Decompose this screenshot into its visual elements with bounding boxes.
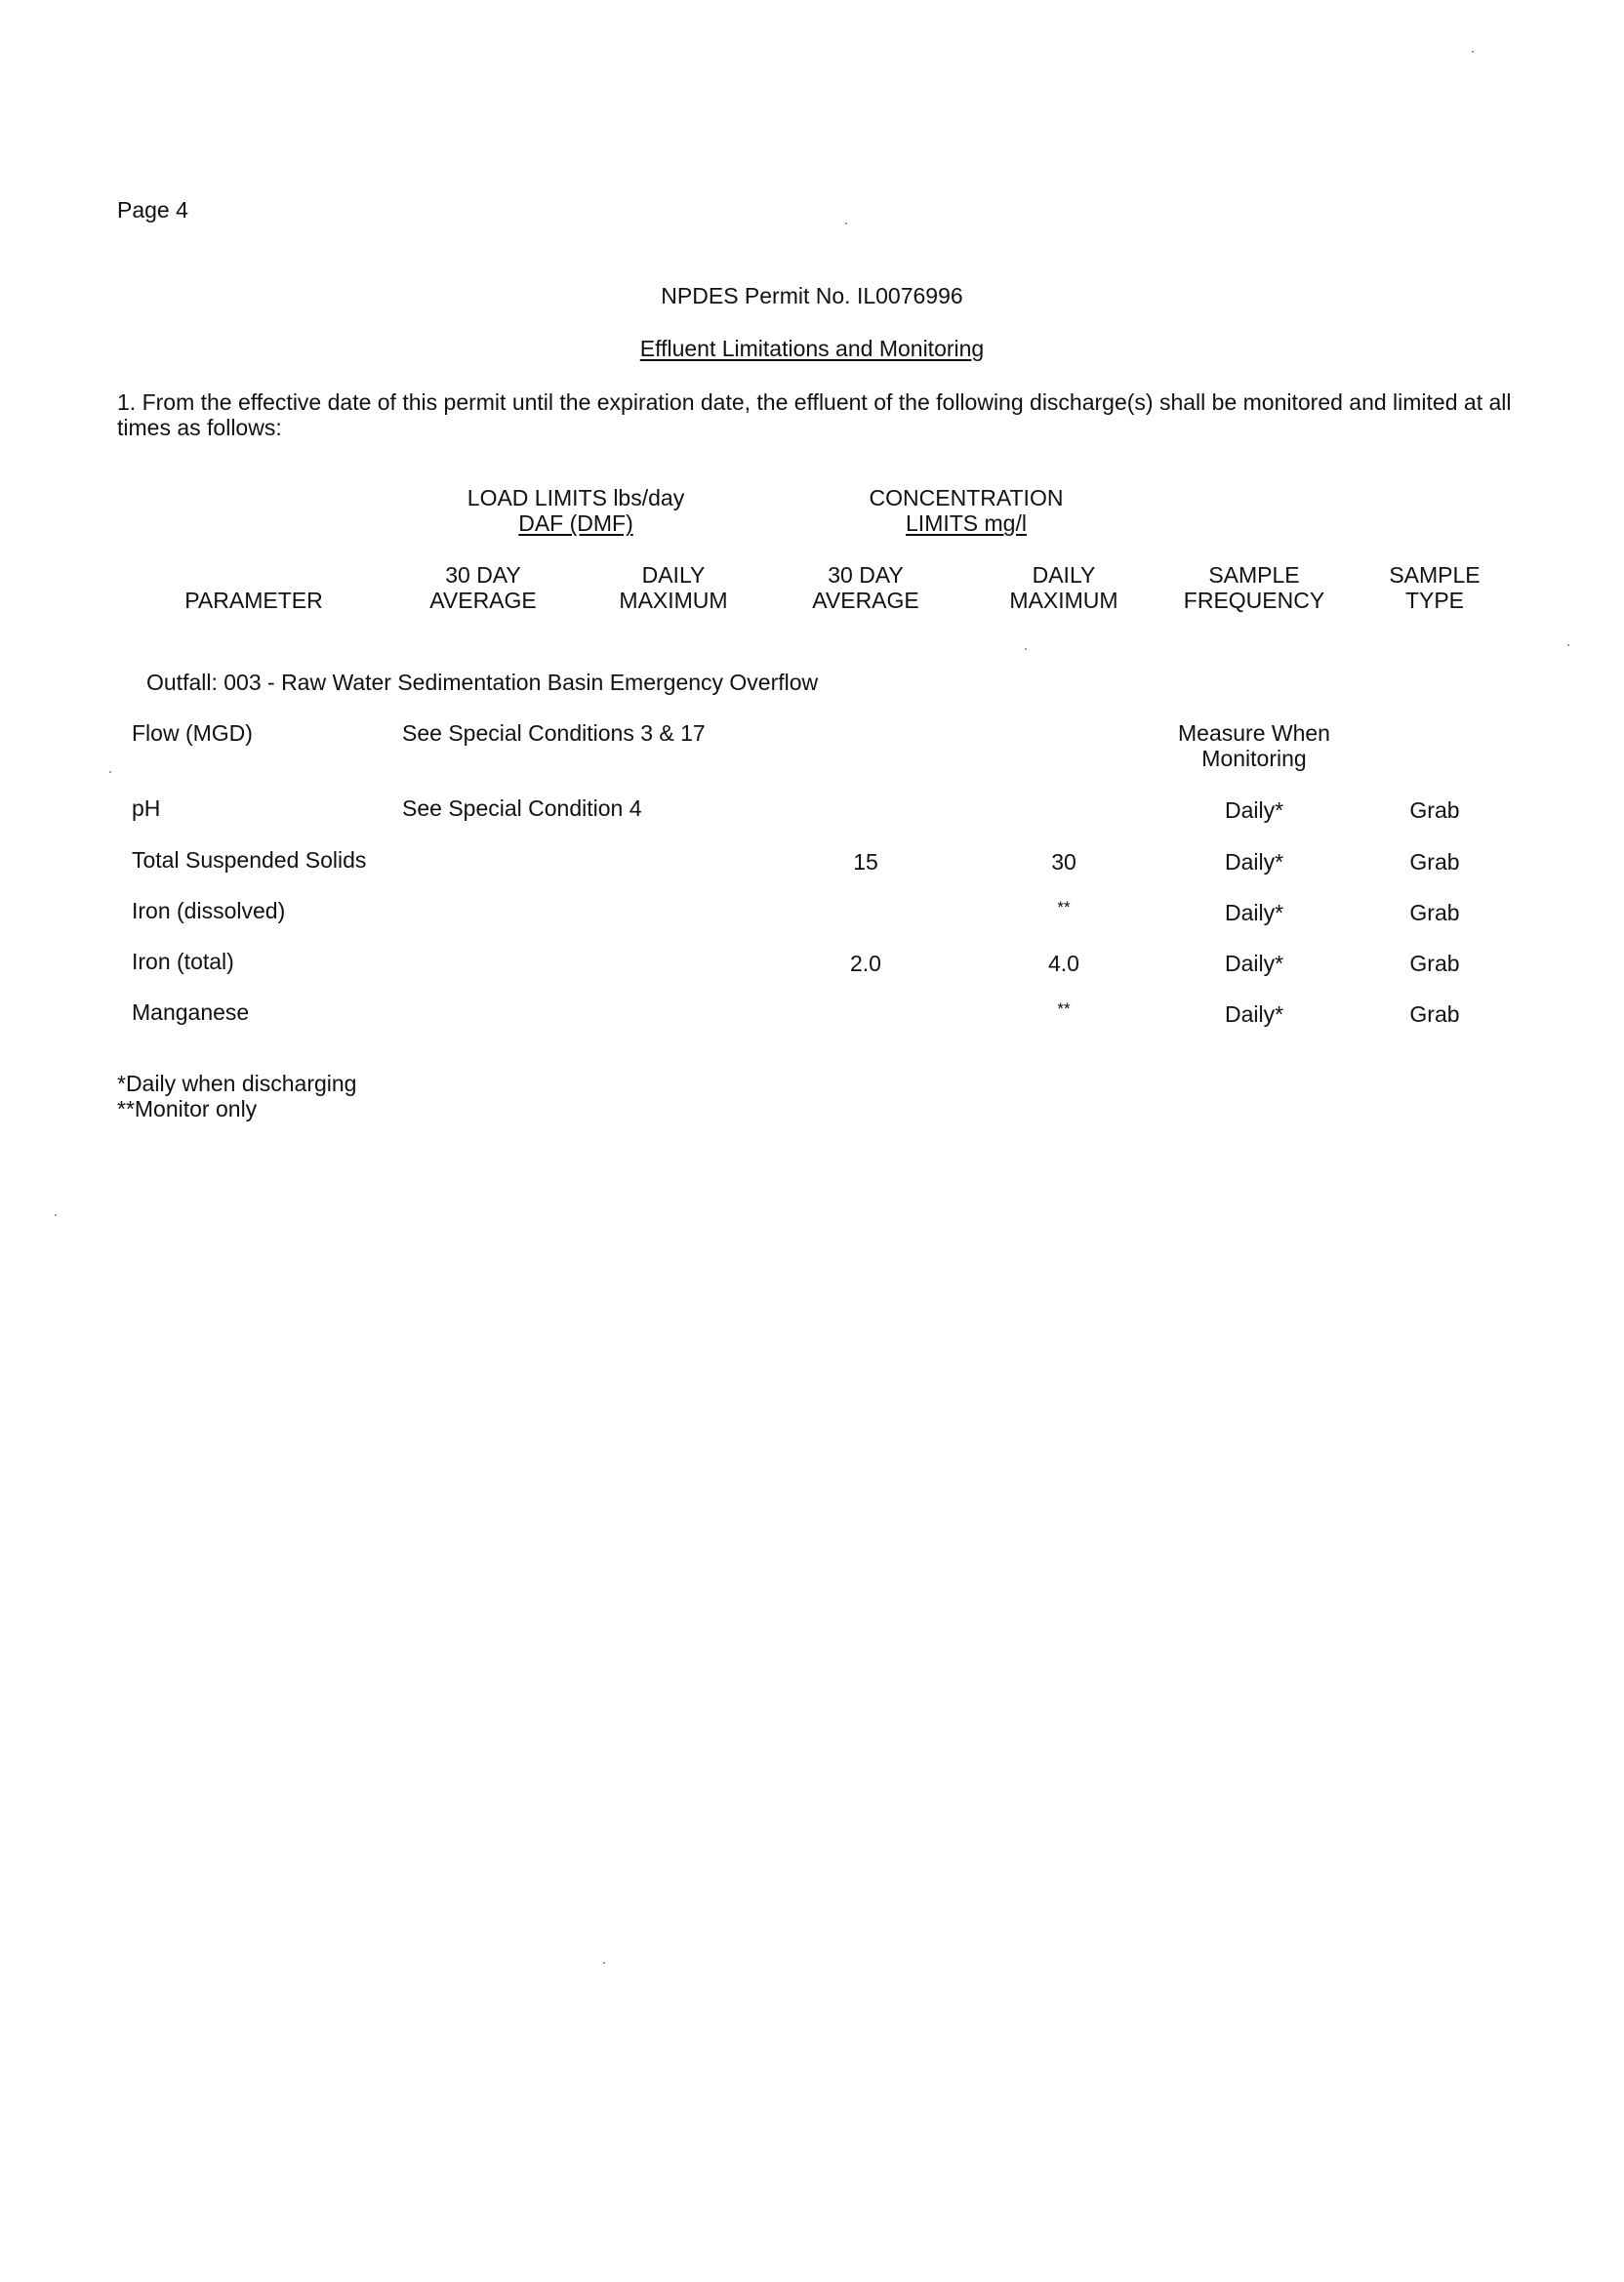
row-tss-parameter: Total Suspended Solids (132, 847, 367, 873)
outfall-label: Outfall: 003 - Raw Water Sedimentation Basin Emergency Overflow (146, 670, 819, 695)
row-flow-note: See Special Conditions 3 & 17 (402, 720, 706, 746)
permit-number: NPDES Permit No. IL0076996 (661, 283, 963, 308)
load-limits-title: LOAD LIMITS lbs/day (467, 485, 685, 510)
concentration-unit: LIMITS mg/l (906, 510, 1027, 537)
header-line: 30 DAY (828, 562, 904, 588)
scan-speck (55, 1214, 57, 1216)
footnote-daily: *Daily when discharging (117, 1071, 357, 1096)
page-number: Page 4 (117, 197, 188, 223)
header-line: SAMPLE (1208, 562, 1300, 588)
header-line: AVERAGE (429, 588, 537, 614)
column-header-conc-daily-maximum (991, 562, 1137, 614)
row-tss-conc-max: 30 (1051, 849, 1076, 875)
intro-paragraph: 1. From the effective date of this permit until the expiration date, the effluent of the following discharge(s) shall be monitored and limited at all times as follows: (117, 389, 1512, 440)
header-line: 30 DAY (445, 562, 521, 588)
column-header-conc-30-day-average (792, 562, 939, 614)
row-tss-type: Grab (1409, 849, 1460, 875)
row-iron-dissolved-frequency: Daily* (1224, 900, 1284, 925)
row-iron-dissolved-conc-max: ** (1057, 898, 1071, 917)
concentration-group-header (820, 485, 1113, 537)
row-flow-frequency (1166, 720, 1342, 772)
column-header-sample-frequency (1166, 562, 1342, 614)
section-title-text: Effluent Limitations and Monitoring (639, 336, 985, 361)
column-header-load-30-day-average (410, 562, 556, 614)
load-limits-group-header (429, 485, 722, 537)
footnotes (117, 1071, 356, 1122)
row-manganese-parameter: Manganese (132, 999, 250, 1025)
row-ph-type: Grab (1409, 797, 1460, 823)
concentration-title: CONCENTRATION (869, 485, 1064, 510)
row-tss-conc-avg: 15 (853, 849, 878, 875)
row-iron-total-conc-avg: 2.0 (850, 951, 881, 976)
scan-speck (1025, 648, 1027, 650)
row-manganese-type: Grab (1409, 1001, 1460, 1027)
row-manganese-frequency: Daily* (1224, 1001, 1284, 1027)
header-line: DAILY (641, 562, 706, 588)
header-line: FREQUENCY (1183, 588, 1325, 614)
footnote-monitor: **Monitor only (117, 1096, 258, 1122)
column-header-sample-type (1366, 562, 1503, 614)
scan-speck (1567, 644, 1569, 646)
header-line: AVERAGE (812, 588, 919, 614)
row-tss-frequency: Daily* (1224, 849, 1284, 875)
row-iron-dissolved-type: Grab (1409, 900, 1460, 925)
header-line: MAXIMUM (619, 588, 728, 614)
row-manganese-conc-max: ** (1057, 999, 1071, 1018)
load-limits-unit: DAF (DMF) (518, 510, 633, 537)
header-line: SAMPLE (1389, 562, 1481, 588)
scan-speck (603, 1962, 605, 1964)
column-header-parameter: PARAMETER (184, 588, 323, 613)
column-header-load-daily-maximum (600, 562, 747, 614)
row-ph-frequency: Daily* (1224, 797, 1284, 823)
row-iron-total-type: Grab (1409, 951, 1460, 976)
header-line: DAILY (1032, 562, 1096, 588)
row-iron-dissolved-parameter: Iron (dissolved) (132, 898, 286, 923)
frequency-line: Measure When (1178, 720, 1330, 746)
header-line: MAXIMUM (1009, 588, 1118, 614)
row-ph-parameter: pH (132, 795, 161, 821)
row-iron-total-frequency: Daily* (1224, 951, 1284, 976)
scan-speck (109, 771, 111, 773)
section-title (0, 336, 1624, 361)
row-flow-parameter: Flow (MGD) (132, 720, 253, 746)
scan-speck (845, 223, 847, 224)
header-line: TYPE (1404, 588, 1465, 614)
row-ph-note: See Special Condition 4 (402, 795, 642, 821)
row-iron-total-conc-max: 4.0 (1048, 951, 1079, 976)
scan-speck (1472, 51, 1474, 53)
row-iron-total-parameter: Iron (total) (132, 949, 234, 974)
frequency-line: Monitoring (1201, 746, 1307, 772)
